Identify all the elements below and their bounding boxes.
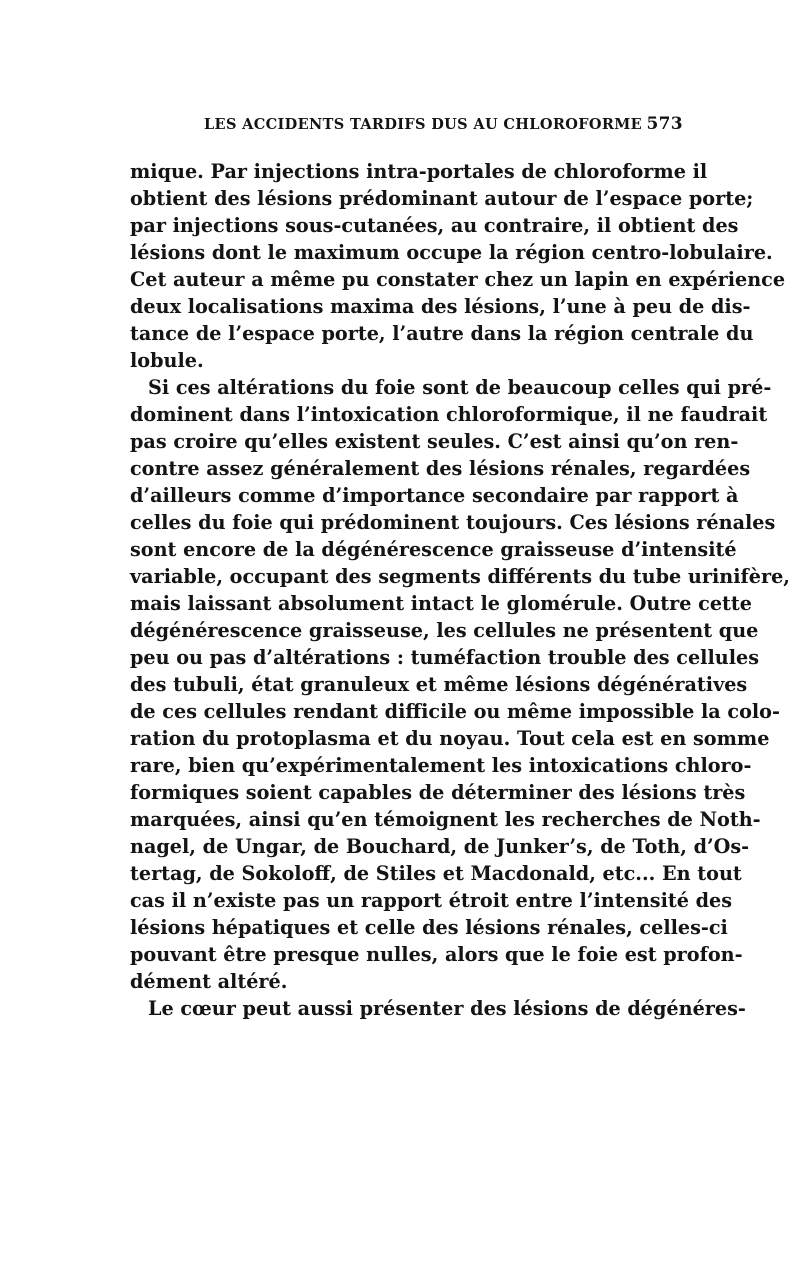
- text-line: celles du foie qui prédominent toujours. Ces lésions rénales: [130, 511, 776, 534]
- text-line: Si ces altérations du foie sont de beaucoup celles qui pré-: [148, 376, 772, 399]
- text-line: Cet auteur a même pu constater chez un lapin en expérience: [130, 268, 786, 291]
- running-title: LES ACCIDENTS TARDIFS DUS AU CHLOROFORME: [204, 116, 643, 133]
- text-line: nagel, de Ungar, de Bouchard, de Junker’s, de Toth, d’Os-: [130, 835, 750, 858]
- text-line: dominent dans l’intoxication chloroformique, il ne faudrait: [130, 403, 768, 426]
- text-line: obtient des lésions prédominant autour de l’espace porte;: [130, 187, 754, 210]
- page-number: 573: [646, 114, 683, 134]
- text-line: tertag, de Sokoloff, de Stiles et Macdonald, etc... En tout: [130, 862, 742, 885]
- text-line: deux localisations maxima des lésions, l’une à peu de dis-: [130, 295, 751, 318]
- text-line: lésions hépatiques et celle des lésions rénales, celles-ci: [130, 916, 728, 939]
- text-line: mais laissant absolument intact le glomérule. Outre cette: [130, 592, 752, 615]
- text-line: variable, occupant des segments différents du tube urinifère,: [130, 565, 790, 588]
- text-line: pouvant être presque nulles, alors que le foie est profon-: [130, 943, 743, 966]
- text-line: rare, bien qu’expérimentalement les intoxications chloro-: [130, 754, 752, 777]
- text-line: des tubuli, état granuleux et même lésions dégénératives: [130, 673, 748, 696]
- text-line: tance de l’espace porte, l’autre dans la région centrale du: [130, 322, 754, 345]
- text-line: d’ailleurs comme d’importance secondaire par rapport à: [130, 484, 739, 507]
- text-line: de ces cellules rendant difficile ou même impossible la colo-: [130, 700, 780, 723]
- text-line: cas il n’existe pas un rapport étroit entre l’intensité des: [130, 889, 733, 912]
- text-line: mique. Par injections intra-portales de chloroforme il: [130, 160, 708, 183]
- body-text: [130, 158, 790, 1022]
- text-line: dément altéré.: [130, 970, 288, 993]
- text-line: sont encore de la dégénérescence graisseuse d’intensité: [130, 538, 737, 561]
- text-line: peu ou pas d’altérations : tuméfaction trouble des cellules: [130, 646, 759, 669]
- text-line: lobule.: [130, 349, 204, 372]
- text-line: marquées, ainsi qu’en témoignent les recherches de Noth-: [130, 808, 761, 831]
- text-line: par injections sous-cutanées, au contraire, il obtient des: [130, 214, 739, 237]
- text-line: ration du protoplasma et du noyau. Tout cela est en somme: [130, 727, 770, 750]
- text-line: contre assez généralement des lésions rénales, regardées: [130, 457, 751, 480]
- text-line: dégénérescence graisseuse, les cellules ne présentent que: [130, 619, 759, 642]
- text-line: formiques soient capables de déterminer des lésions très: [130, 781, 746, 804]
- text-line: pas croire qu’elles existent seules. C’est ainsi qu’on ren-: [130, 430, 739, 453]
- text-line: lésions dont le maximum occupe la région centro-lobulaire.: [130, 241, 773, 264]
- running-header: [204, 116, 683, 138]
- text-line: Le cœur peut aussi présenter des lésions de dégénéres-: [148, 997, 746, 1020]
